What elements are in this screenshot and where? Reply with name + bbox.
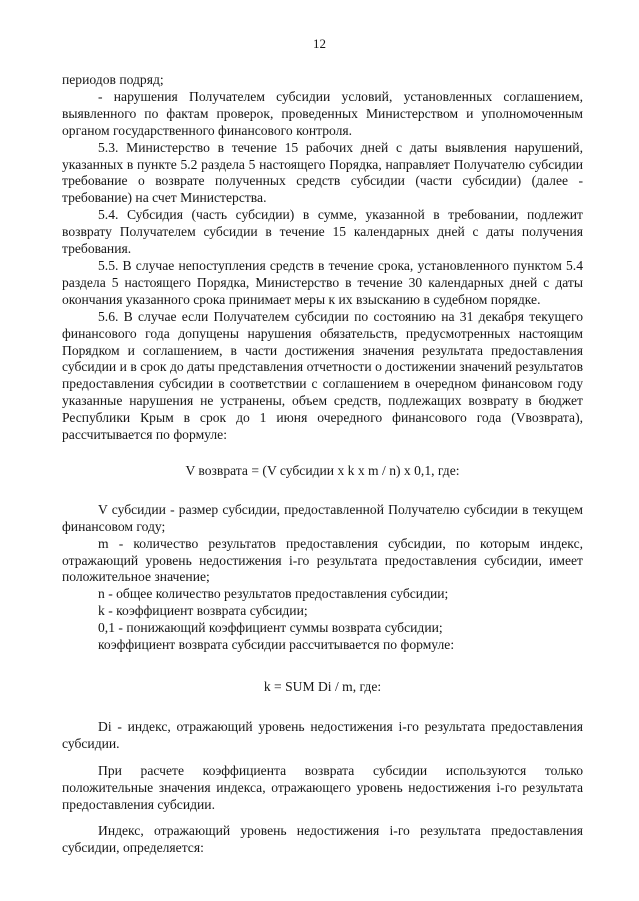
paragraph-5-5: 5.5. В случае непоступления средств в течение срока, установленного пунктом 5.4 раздела 5 настоящего Порядка, Министерство в течение 30 календарных дней с даты окончания указанного срока принимает меры к их взысканию в судебном порядке.	[62, 257, 583, 307]
paragraph-5-3: 5.3. Министерство в течение 15 рабочих дней с даты выявления нарушений, указанных в пункте 5.2 раздела 5 настоящего Порядка, направляет Получателю субсидии требование о возврате полученных средств субсидии (части субсидии) (далее - требование) на счет Министерства.	[62, 139, 583, 206]
formula-refund-coefficient: k = SUM Di / m, где:	[263, 679, 382, 694]
definition-m: m - количество результатов предоставления субсидии, по которым индекс, отражающий уровень недостижения i-го результата предоставления субсидии, имеет положительное значение;	[62, 535, 583, 585]
definition-k: k - коэффициент возврата субсидии;	[98, 603, 308, 619]
definition-di: Di - индекс, отражающий уровень недостижения i-го результата предоставления субсидии.	[62, 718, 583, 751]
definition-v-subsidy: V субсидии - размер субсидии, предоставленной Получателю субсидии в текущем финансовом году;	[62, 501, 583, 534]
definition-reduction-coefficient: 0,1 - понижающий коэффициент суммы возврата субсидии;	[98, 620, 443, 636]
document-body	[62, 72, 583, 857]
formula-refund-volume: V возврата = (V субсидии x k x m / n) x 0,1, где:	[185, 462, 460, 478]
paragraph-5-4: 5.4. Субсидия (часть субсидии) в сумме, указанной в требовании, подлежит возврату Получателем субсидии в течение 15 календарных дней с даты получения требования.	[62, 207, 583, 257]
definition-n: n - общее количество результатов предоставления субсидии;	[98, 586, 449, 602]
definition-k-formula-intro: коэффициент возврата субсидии рассчитывается по формуле:	[98, 637, 455, 653]
paragraph-index-definition: Индекс, отражающий уровень недостижения i-го результата предоставления субсидии, определяется:	[62, 823, 583, 856]
paragraph-violation-item: - нарушения Получателем субсидии условий, установленных соглашением, выявленного по фактам проверок, проведенных Министерством и уполномоченным органом государственного финансового контроля.	[62, 88, 583, 138]
paragraph-continuation: периодов подряд;	[62, 72, 164, 87]
paragraph-5-6: 5.6. В случае если Получателем субсидии по состоянию на 31 декабря текущего финансового года допущены нарушения обязательств, предусмотренных настоящим Порядком и соглашением, в части достижения значения результата предоставления субсидии и в срок до даты представления отчетности о достижении значений результатов предоставления субсидии в соответствии с соглашением в очередном финансовом году указанные нарушения не устранены, объем средств, подлежащих возврату в бюджет Республики Крым в срок до 1 июня очередного финансового года (Vвозврата), рассчитывается по формуле:	[62, 308, 583, 443]
paragraph-positive-values: При расчете коэффициента возврата субсидии используются только положительные значения индекса, отражающего уровень недостижения i-го результата предоставления субсидии.	[62, 762, 583, 812]
page-number: 12	[313, 36, 326, 51]
